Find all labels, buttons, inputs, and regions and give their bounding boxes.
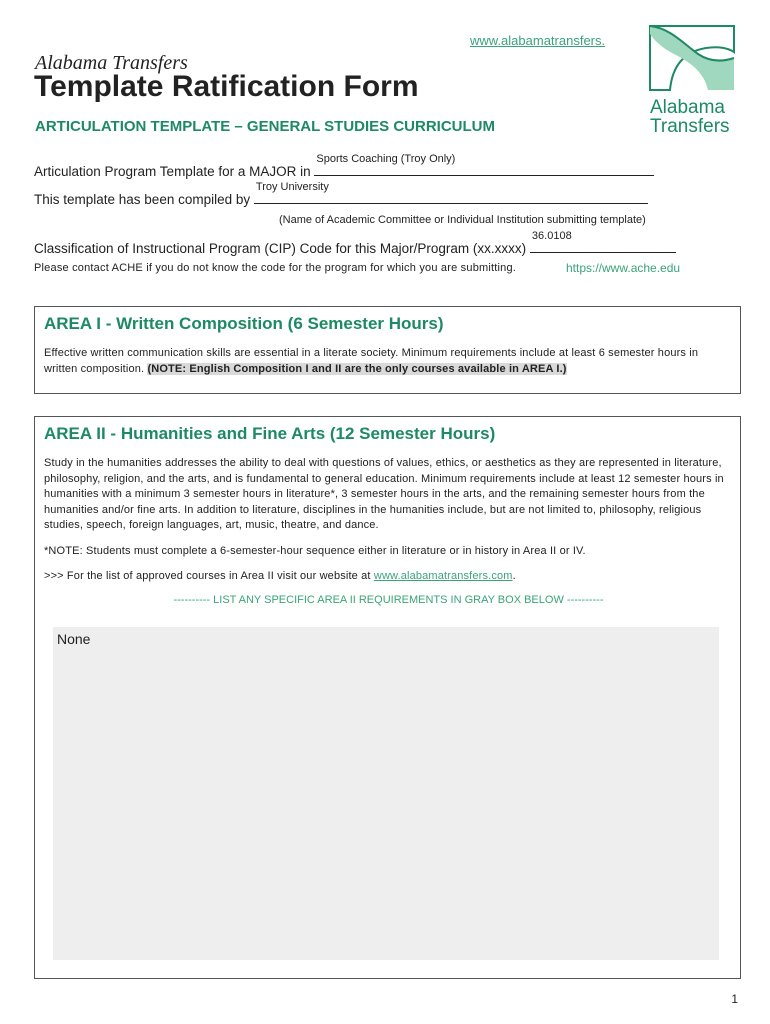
major-value: Sports Coaching (Troy Only): [316, 153, 456, 165]
major-field[interactable]: [314, 153, 654, 176]
logo-wordmark: [650, 98, 730, 136]
cip-row: [34, 230, 676, 256]
area-2-description: Study in the humanities addresses the ability to deal with questions of values, ethics, or aesthetics as they are represented in literature, philosophy, religion, and the arts, and is fundamental to general education. Minimum requirements include at least 12 semester hours in humanities with a minimum 3 semester hours in literature*, 3 semester hours in the arts, and the remaining semester hours from the humanities and/or fine arts. In addition to literature, disciplines in the humanities include, but are not limited to, philosophy, religious studies, speech, foreign languages, art, music, theatre, and dance.: [44, 457, 724, 531]
list-prefix: >>> For the list of approved courses in Area II visit our website at: [44, 570, 371, 582]
area-2-title: AREA II - Humanities and Fine Arts (12 Semester Hours): [44, 424, 496, 443]
area-1-description: [44, 346, 724, 377]
compiled-note: (Name of Academic Committee or Individual Institution submitting template): [279, 214, 646, 226]
logo-line-2: Transfers: [650, 116, 730, 137]
compiled-value: Troy University: [255, 181, 329, 193]
area-2-list-line: [44, 569, 730, 585]
contact-note: Please contact ACHE if you do not know the code for the program for which you are submitting.: [34, 262, 517, 274]
major-label: Articulation Program Template for a MAJOR in: [34, 164, 311, 179]
page-number: 1: [731, 992, 738, 1006]
requirements-value: None: [57, 631, 91, 647]
website-link[interactable]: www.alabamatransfers.: [470, 33, 606, 48]
major-row: [34, 153, 654, 179]
area-2-note: *NOTE: Students must complete a 6-semester-hour sequence either in literature or in history in Area II or IV.: [44, 545, 586, 557]
area-1-note: (NOTE: English Composition I and II are the only courses available in AREA I.): [147, 362, 567, 375]
list-suffix: .: [512, 570, 516, 582]
ache-link[interactable]: https://www.ache.edu: [566, 261, 681, 275]
logo-line-1: Alabama: [650, 97, 725, 118]
cip-value: 36.0108: [531, 230, 572, 242]
cip-label: Classification of Instructional Program (CIP) Code for this Major/Program (xx.xxxx): [34, 241, 527, 256]
compiled-label: This template has been compiled by: [34, 192, 251, 207]
page-subtitle: Alabama Transfers: [35, 52, 188, 74]
alabama-transfers-link[interactable]: www.alabamatransfers.com: [373, 570, 513, 582]
page-title: Template Ratification Form: [34, 70, 419, 103]
requirements-input-box[interactable]: [53, 627, 719, 960]
area-1-box: [34, 306, 741, 394]
compiled-field[interactable]: [254, 181, 648, 204]
section-heading: ARTICULATION TEMPLATE – GENERAL STUDIES CURRICULUM: [35, 118, 495, 135]
area-2-box: [34, 416, 741, 979]
area-1-title: AREA I - Written Composition (6 Semester Hours): [44, 314, 444, 333]
requirements-banner: ---------- LIST ANY SPECIFIC AREA II REQUIREMENTS IN GRAY BOX BELOW ----------: [173, 594, 604, 606]
cip-field[interactable]: [530, 230, 676, 253]
compiled-row: [34, 181, 648, 207]
area-1-text: Effective written communication skills are essential in a literate society. Minimum requirements include at least 6 semester hours in written composition.: [44, 347, 699, 375]
